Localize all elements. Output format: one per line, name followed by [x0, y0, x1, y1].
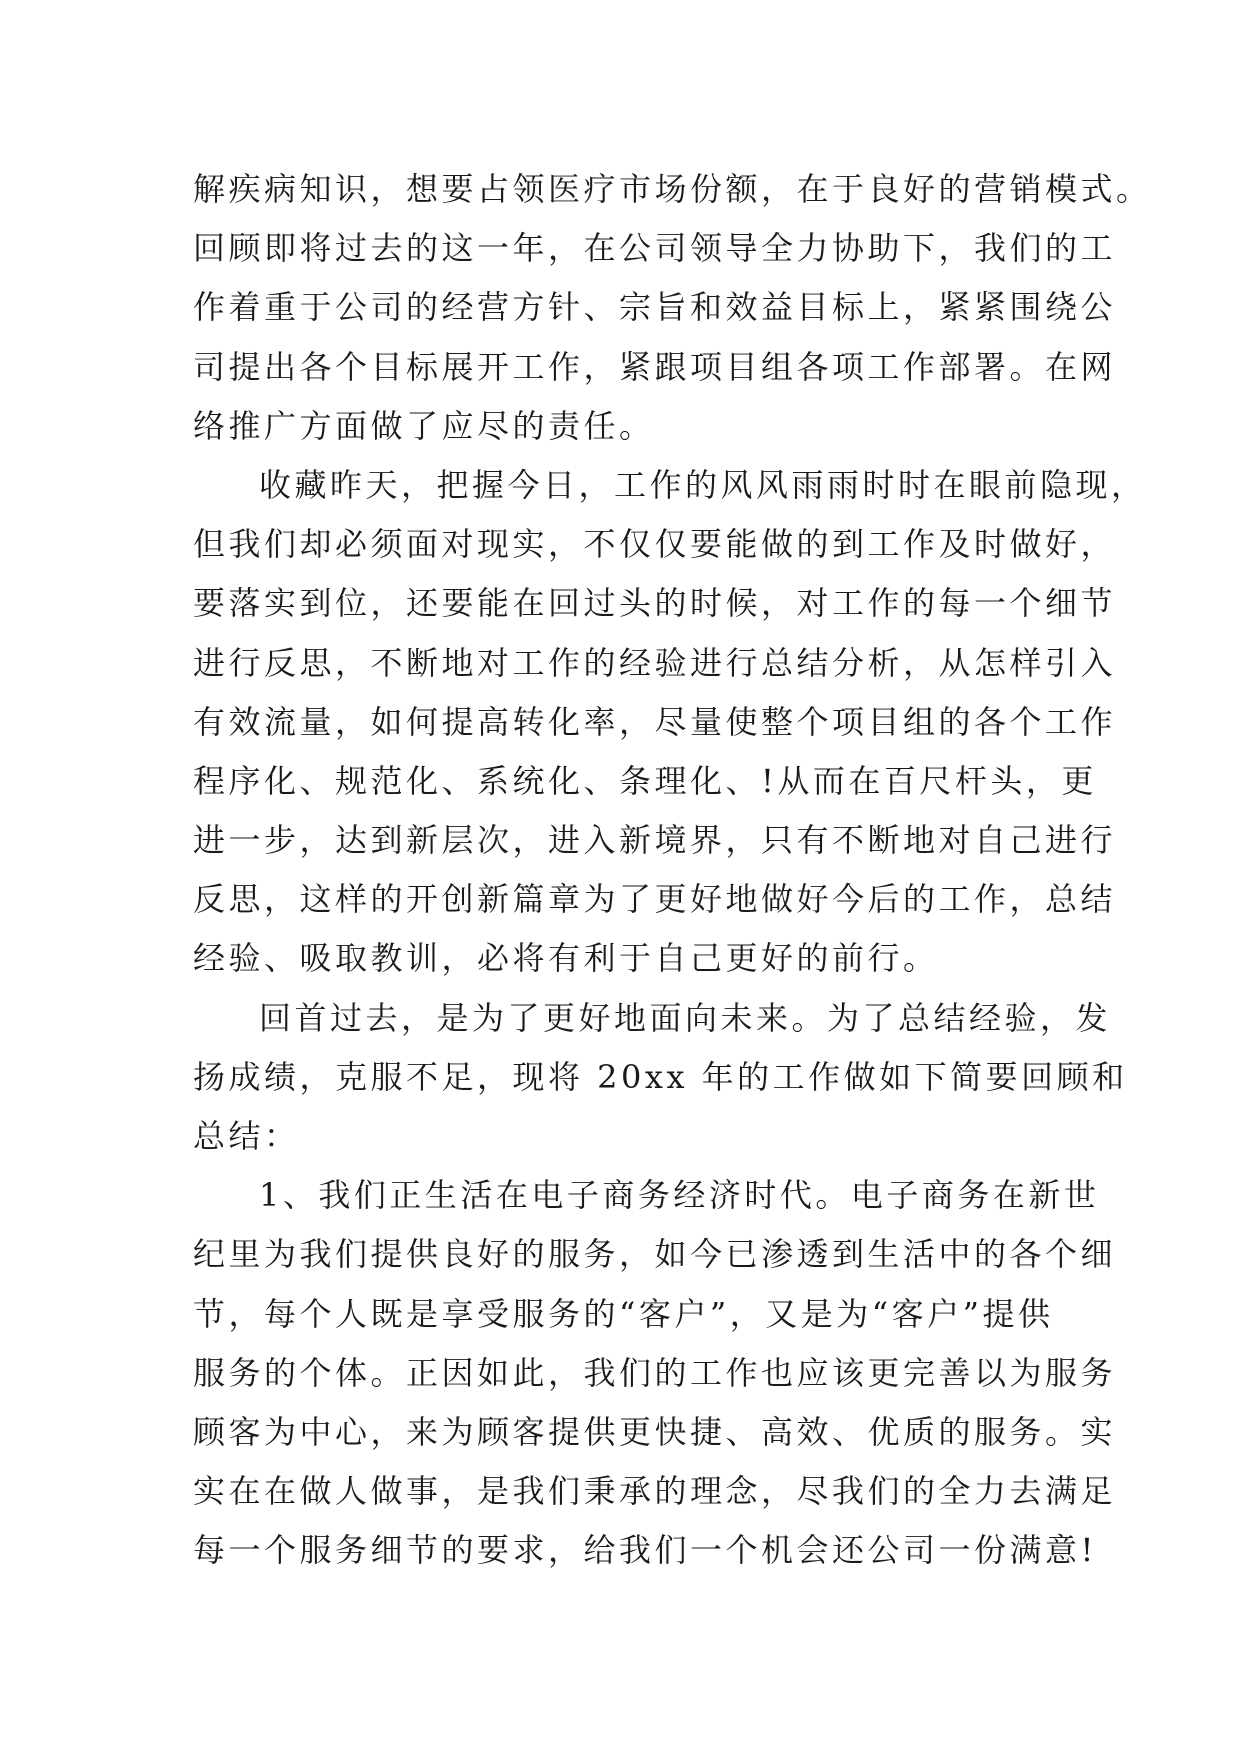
text-line: 经验、吸取教训，必将有利于自己更好的前行。	[193, 939, 939, 978]
document-body	[193, 160, 1152, 1581]
text-line: 络推广方面做了应尽的责任。	[193, 406, 655, 445]
text-line: 作着重于公司的经营方针、宗旨和效益目标上，紧紧围绕公	[193, 288, 1117, 327]
text-line: 但我们却必须面对现实，不仅仅要能做的到工作及时做好，	[193, 525, 1117, 564]
text-line: 解疾病知识，想要占领医疗市场份额，在于良好的营销模式。	[193, 170, 1152, 208]
text-line: 程序化、规范化、系统化、条理化、!从而在百尺杆头，更	[193, 761, 1097, 800]
text-line: 进行反思，不断地对工作的经验进行总结分析，从怎样引入	[193, 643, 1117, 682]
text-line: 反思，这样的开创新篇章为了更好地做好今后的工作，总结	[193, 880, 1117, 919]
text-line: 有效流量，如何提高转化率，尽量使整个项目组的各个工作	[193, 702, 1117, 741]
text-line: 服务的个体。正因如此，我们的工作也应该更完善以为服务	[193, 1353, 1117, 1392]
text-line: 节，每个人既是享受服务的“客户”，又是为“客户”提供	[193, 1294, 1054, 1333]
text-line: 顾客为中心，来为顾客提供更快捷、高效、优质的服务。实	[193, 1412, 1117, 1451]
text-line: 总结：	[193, 1117, 300, 1155]
paragraph-first-line: 收藏昨天，把握今日，工作的风风雨雨时时在眼前隐现，	[259, 465, 1147, 504]
text-line: 要落实到位，还要能在回过头的时候，对工作的每一个细节	[193, 584, 1117, 623]
text-line: 回顾即将过去的这一年，在公司领导全力协助下，我们的工	[193, 229, 1117, 268]
text-line: 纪里为我们提供良好的服务，如今已渗透到生活中的各个细	[193, 1235, 1117, 1274]
paragraph-first-line: 1、我们正生活在电子商务经济时代。电子商务在新世	[259, 1176, 1100, 1215]
text-line: 司提出各个目标展开工作，紧跟项目组各项工作部署。在网	[193, 347, 1117, 386]
paragraph-first-line: 回首过去，是为了更好地面向未来。为了总结经验，发	[259, 998, 1112, 1037]
text-line: 进一步，达到新层次，进入新境界，只有不断地对自己进行	[193, 821, 1117, 860]
text-line: 实在在做人做事，是我们秉承的理念，尽我们的全力去满足	[193, 1472, 1117, 1511]
text-line: 扬成绩，克服不足，现将 20xx 年的工作做如下简要回顾和	[193, 1057, 1128, 1096]
text-line: 每一个服务细节的要求，给我们一个机会还公司一份满意!	[193, 1531, 1097, 1570]
